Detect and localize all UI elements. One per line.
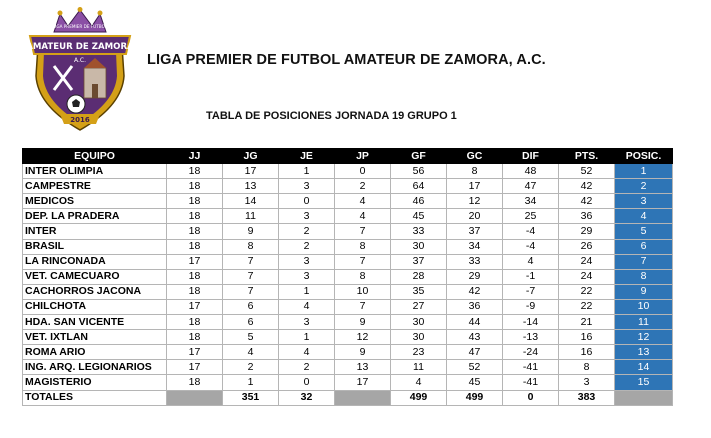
- stat-cell: -13: [503, 330, 559, 345]
- stat-cell: 17: [335, 375, 391, 390]
- stat-cell: 25: [503, 209, 559, 224]
- stat-cell: 4: [391, 375, 447, 390]
- stat-cell: 45: [447, 375, 503, 390]
- totals-cell: 32: [279, 390, 335, 405]
- stat-cell: 0: [279, 194, 335, 209]
- stat-cell: 17: [447, 179, 503, 194]
- stat-cell: 7: [335, 254, 391, 269]
- column-header-jj: JJ: [167, 149, 223, 164]
- table-row: [23, 299, 673, 314]
- table-row: [23, 284, 673, 299]
- team-name-cell: LA RINCONADA: [23, 254, 167, 269]
- stat-cell: 33: [447, 254, 503, 269]
- stat-cell: 8: [335, 239, 391, 254]
- stat-cell: 8: [223, 239, 279, 254]
- column-header-pts: PTS.: [559, 149, 615, 164]
- stat-cell: 6: [223, 315, 279, 330]
- table-row: [23, 224, 673, 239]
- stat-cell: 18: [167, 209, 223, 224]
- table-row: [23, 375, 673, 390]
- stat-cell: 34: [503, 194, 559, 209]
- totals-cell: 499: [447, 390, 503, 405]
- stat-cell: 1: [223, 375, 279, 390]
- team-name-cell: ROMA ARIO: [23, 345, 167, 360]
- stat-cell: -14: [503, 315, 559, 330]
- stat-cell: 8: [447, 164, 503, 179]
- position-cell: 13: [615, 345, 673, 360]
- stat-cell: 6: [223, 299, 279, 314]
- stat-cell: 37: [447, 224, 503, 239]
- stat-cell: 11: [391, 360, 447, 375]
- stat-cell: 29: [447, 269, 503, 284]
- stat-cell: 16: [559, 345, 615, 360]
- stat-cell: -4: [503, 239, 559, 254]
- stat-cell: 52: [559, 164, 615, 179]
- stat-cell: 18: [167, 375, 223, 390]
- logo-top-text: LIGA PREMIER DE FUTBOL: [52, 24, 108, 29]
- logo-banner-text: AMATEUR DE ZAMORA: [26, 42, 134, 52]
- stat-cell: 22: [559, 284, 615, 299]
- stat-cell: 8: [335, 269, 391, 284]
- stat-cell: 9: [335, 315, 391, 330]
- stat-cell: 47: [503, 179, 559, 194]
- stat-cell: 7: [223, 284, 279, 299]
- stat-cell: -4: [503, 224, 559, 239]
- column-header-equipo: EQUIPO: [23, 149, 167, 164]
- column-header-gc: GC: [447, 149, 503, 164]
- table-row: [23, 179, 673, 194]
- stat-cell: 4: [279, 345, 335, 360]
- position-cell: 3: [615, 194, 673, 209]
- stat-cell: 18: [167, 315, 223, 330]
- table-subtitle: TABLA DE POSICIONES JORNADA 19 GRUPO 1: [206, 110, 457, 122]
- stat-cell: 18: [167, 179, 223, 194]
- stat-cell: 17: [167, 345, 223, 360]
- stat-cell: 47: [447, 345, 503, 360]
- stat-cell: 36: [447, 299, 503, 314]
- stat-cell: -9: [503, 299, 559, 314]
- stat-cell: 13: [223, 179, 279, 194]
- team-name-cell: CAMPESTRE: [23, 179, 167, 194]
- stat-cell: 24: [559, 254, 615, 269]
- position-cell: 10: [615, 299, 673, 314]
- table-row: [23, 194, 673, 209]
- stat-cell: 4: [279, 299, 335, 314]
- column-header-jp: JP: [335, 149, 391, 164]
- totals-cell: 499: [391, 390, 447, 405]
- stat-cell: 12: [335, 330, 391, 345]
- team-name-cell: HDA. SAN VICENTE: [23, 315, 167, 330]
- stat-cell: 14: [223, 194, 279, 209]
- position-cell: 14: [615, 360, 673, 375]
- team-name-cell: DEP. LA PRADERA: [23, 209, 167, 224]
- stat-cell: 46: [391, 194, 447, 209]
- stat-cell: 42: [559, 194, 615, 209]
- stat-cell: 18: [167, 194, 223, 209]
- stat-cell: 24: [559, 269, 615, 284]
- column-header-posic: POSIC.: [615, 149, 673, 164]
- column-header-jg: JG: [223, 149, 279, 164]
- stat-cell: 3: [279, 269, 335, 284]
- stat-cell: 3: [279, 179, 335, 194]
- position-cell: 4: [615, 209, 673, 224]
- stat-cell: 18: [167, 224, 223, 239]
- position-cell: 12: [615, 330, 673, 345]
- stat-cell: 23: [391, 345, 447, 360]
- table-row: [23, 164, 673, 179]
- team-name-cell: INTER: [23, 224, 167, 239]
- team-name-cell: CACHORROS JACONA: [23, 284, 167, 299]
- totals-cell: [167, 390, 223, 405]
- stat-cell: 4: [503, 254, 559, 269]
- position-cell: 2: [615, 179, 673, 194]
- logo-ac-text: A.C.: [73, 57, 87, 64]
- stat-cell: 3: [279, 209, 335, 224]
- table-row: [23, 269, 673, 284]
- position-cell: 9: [615, 284, 673, 299]
- column-header-gf: GF: [391, 149, 447, 164]
- stat-cell: 1: [279, 330, 335, 345]
- stat-cell: 10: [335, 284, 391, 299]
- stat-cell: 42: [559, 179, 615, 194]
- stat-cell: 30: [391, 315, 447, 330]
- position-cell: 8: [615, 269, 673, 284]
- stat-cell: 7: [223, 269, 279, 284]
- stat-cell: 37: [391, 254, 447, 269]
- stat-cell: 9: [335, 345, 391, 360]
- stat-cell: 13: [335, 360, 391, 375]
- stat-cell: 0: [335, 164, 391, 179]
- position-cell: 15: [615, 375, 673, 390]
- stat-cell: 27: [391, 299, 447, 314]
- stat-cell: 3: [279, 254, 335, 269]
- stat-cell: 3: [279, 315, 335, 330]
- totals-cell: [335, 390, 391, 405]
- position-cell: 6: [615, 239, 673, 254]
- stat-cell: 18: [167, 330, 223, 345]
- team-name-cell: BRASIL: [23, 239, 167, 254]
- stat-cell: 48: [503, 164, 559, 179]
- position-cell: 5: [615, 224, 673, 239]
- stat-cell: 43: [447, 330, 503, 345]
- table-row: [23, 345, 673, 360]
- stat-cell: 7: [335, 224, 391, 239]
- team-name-cell: INTER OLIMPIA: [23, 164, 167, 179]
- stat-cell: 18: [167, 239, 223, 254]
- stat-cell: 56: [391, 164, 447, 179]
- stat-cell: 5: [223, 330, 279, 345]
- team-name-cell: VET. CAMECUARO: [23, 269, 167, 284]
- stat-cell: 2: [335, 179, 391, 194]
- stat-cell: 7: [335, 299, 391, 314]
- stat-cell: 28: [391, 269, 447, 284]
- page-title: LIGA PREMIER DE FUTBOL AMATEUR DE ZAMORA, A.C.: [147, 52, 546, 68]
- totals-cell: 351: [223, 390, 279, 405]
- totals-cell: 0: [503, 390, 559, 405]
- position-cell: 11: [615, 315, 673, 330]
- stat-cell: 18: [167, 284, 223, 299]
- table-row: [23, 360, 673, 375]
- position-cell: 1: [615, 164, 673, 179]
- stat-cell: 8: [559, 360, 615, 375]
- stat-cell: 33: [391, 224, 447, 239]
- stat-cell: 11: [223, 209, 279, 224]
- totals-label: TOTALES: [23, 390, 167, 405]
- position-cell: 7: [615, 254, 673, 269]
- stat-cell: 17: [167, 254, 223, 269]
- stat-cell: 7: [223, 254, 279, 269]
- totals-cell: [615, 390, 673, 405]
- stat-cell: 21: [559, 315, 615, 330]
- stat-cell: 0: [279, 375, 335, 390]
- stat-cell: -7: [503, 284, 559, 299]
- stat-cell: 30: [391, 239, 447, 254]
- stat-cell: 4: [335, 194, 391, 209]
- stat-cell: 4: [335, 209, 391, 224]
- stat-cell: 9: [223, 224, 279, 239]
- table-row: [23, 315, 673, 330]
- stat-cell: 16: [559, 330, 615, 345]
- stat-cell: 2: [279, 224, 335, 239]
- stat-cell: 64: [391, 179, 447, 194]
- stat-cell: 26: [559, 239, 615, 254]
- stat-cell: 2: [279, 360, 335, 375]
- stat-cell: 1: [279, 164, 335, 179]
- stat-cell: 1: [279, 284, 335, 299]
- logo-year-text: 2016: [70, 116, 90, 124]
- column-header-dif: DIF: [503, 149, 559, 164]
- stat-cell: 17: [167, 360, 223, 375]
- stat-cell: 36: [559, 209, 615, 224]
- stat-cell: 3: [559, 375, 615, 390]
- stat-cell: 52: [447, 360, 503, 375]
- stat-cell: 2: [223, 360, 279, 375]
- stat-cell: 22: [559, 299, 615, 314]
- team-name-cell: ING. ARQ. LEGIONARIOS: [23, 360, 167, 375]
- stat-cell: 29: [559, 224, 615, 239]
- stat-cell: 17: [223, 164, 279, 179]
- team-name-cell: MEDICOS: [23, 194, 167, 209]
- stat-cell: 30: [391, 330, 447, 345]
- stat-cell: 2: [279, 239, 335, 254]
- league-logo: [24, 6, 136, 134]
- table-row: [23, 330, 673, 345]
- stat-cell: -1: [503, 269, 559, 284]
- stat-cell: 42: [447, 284, 503, 299]
- stat-cell: 18: [167, 269, 223, 284]
- table-header-row: [23, 149, 673, 164]
- stat-cell: -41: [503, 360, 559, 375]
- table-row: [23, 254, 673, 269]
- stat-cell: -41: [503, 375, 559, 390]
- team-name-cell: CHILCHOTA: [23, 299, 167, 314]
- table-row: [23, 209, 673, 224]
- totals-row: [23, 390, 673, 405]
- stat-cell: 20: [447, 209, 503, 224]
- team-name-cell: VET. IXTLAN: [23, 330, 167, 345]
- stat-cell: 12: [447, 194, 503, 209]
- stat-cell: 44: [447, 315, 503, 330]
- totals-cell: 383: [559, 390, 615, 405]
- stat-cell: -24: [503, 345, 559, 360]
- standings-table: [22, 148, 673, 406]
- stat-cell: 35: [391, 284, 447, 299]
- stat-cell: 34: [447, 239, 503, 254]
- stat-cell: 45: [391, 209, 447, 224]
- stat-cell: 17: [167, 299, 223, 314]
- column-header-je: JE: [279, 149, 335, 164]
- table-row: [23, 239, 673, 254]
- stat-cell: 18: [167, 164, 223, 179]
- stat-cell: 4: [223, 345, 279, 360]
- team-name-cell: MAGISTERIO: [23, 375, 167, 390]
